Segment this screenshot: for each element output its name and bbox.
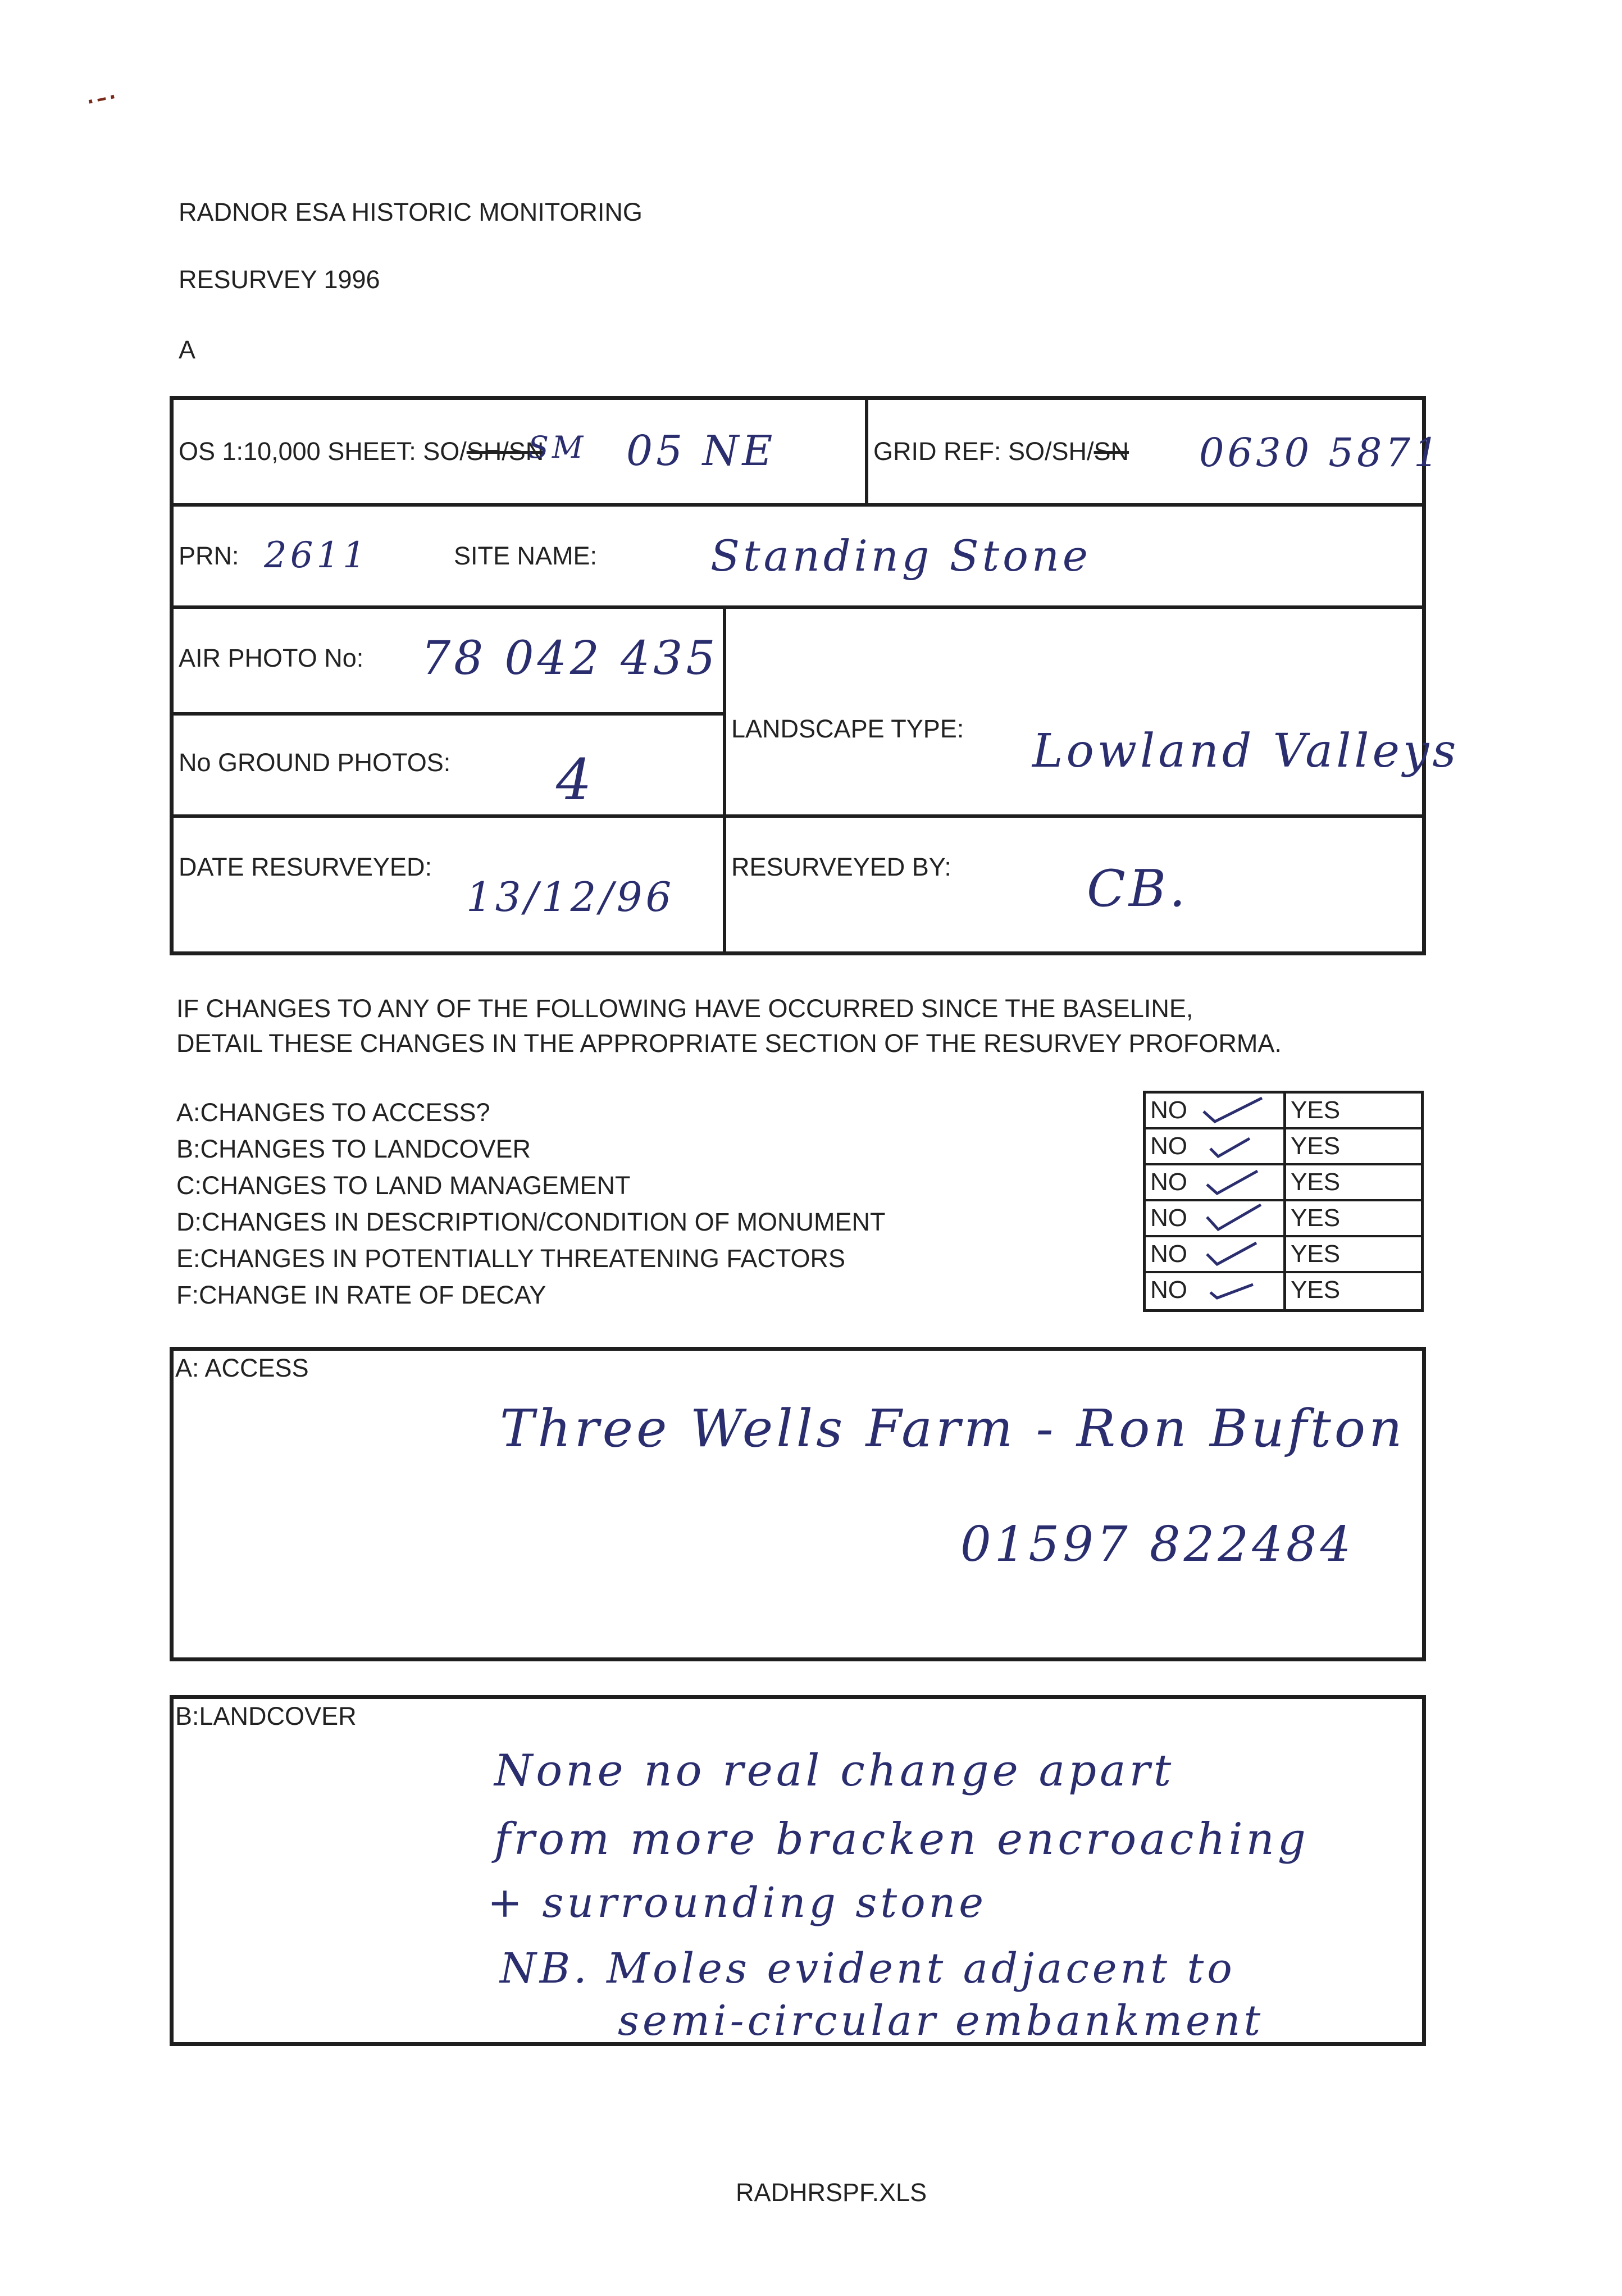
yes-cell[interactable]: YES	[1291, 1132, 1341, 1160]
yes-no-grid	[1143, 1091, 1424, 1312]
question-e: E:CHANGES IN POTENTIALLY THREATENING FACTORS	[176, 1244, 846, 1273]
checkmark-icon	[1199, 1168, 1266, 1197]
no-cell[interactable]: NO	[1146, 1129, 1286, 1163]
checkmark-icon	[1199, 1096, 1266, 1125]
checklist-row	[1146, 1129, 1421, 1165]
col-divider-lower	[723, 605, 726, 955]
yes-cell[interactable]: YES	[1291, 1168, 1341, 1196]
checkmark-icon	[1199, 1240, 1266, 1269]
access-line-1-handwritten: Three Wells Farm - Ron Bufton	[500, 1398, 1406, 1459]
sheet-label: OS 1:10,000 SHEET: SO/SH/SN	[179, 437, 544, 466]
yes-cell[interactable]: YES	[1291, 1204, 1341, 1232]
checkmark-icon	[1199, 1132, 1266, 1161]
landcover-line-3-handwritten: + surrounding stone	[487, 1879, 987, 1927]
site-name-value-handwritten: Standing Stone	[710, 531, 1091, 581]
no-cell[interactable]: NO	[1146, 1165, 1286, 1199]
row-divider-3	[170, 712, 726, 716]
landcover-line-1-handwritten: None no real change apart	[494, 1746, 1175, 1796]
grid-ref-label: GRID REF: SO/SH/SN	[873, 437, 1129, 466]
instructions-line-1: IF CHANGES TO ANY OF THE FOLLOWING HAVE OCCURRED SINCE THE BASELINE,	[176, 994, 1193, 1023]
grid-ref-value-handwritten: 0630 5871	[1199, 430, 1442, 476]
landscape-label: LANDSCAPE TYPE:	[731, 714, 964, 743]
ground-photos-label: No GROUND PHOTOS:	[179, 748, 451, 777]
air-photo-value-handwritten: 78 042 435	[421, 632, 719, 685]
form-subtitle: RESURVEY 1996	[179, 265, 380, 294]
checklist-row	[1146, 1273, 1421, 1309]
question-a: A:CHANGES TO ACCESS?	[176, 1098, 490, 1127]
resurveyed-by-value-handwritten: CB.	[1087, 859, 1189, 918]
yes-cell[interactable]: YES	[1291, 1240, 1341, 1268]
landscape-value-handwritten: Lowland Valleys	[1032, 725, 1460, 778]
access-line-2-handwritten: 01597 822484	[960, 1516, 1355, 1573]
site-name-label: SITE NAME:	[454, 541, 598, 570]
checklist-row	[1146, 1094, 1421, 1129]
checklist-row	[1146, 1201, 1421, 1237]
question-f: F:CHANGE IN RATE OF DECAY	[176, 1281, 546, 1309]
form-title: RADNOR ESA HISTORIC MONITORING	[179, 198, 643, 226]
row-divider-1	[170, 503, 1426, 507]
row-divider-4	[170, 814, 1426, 818]
checklist-row	[1146, 1237, 1421, 1273]
checkmark-icon	[1199, 1275, 1266, 1305]
access-box	[170, 1347, 1426, 1661]
question-c: C:CHANGES TO LAND MANAGEMENT	[176, 1171, 631, 1200]
checklist-row	[1146, 1165, 1421, 1201]
landcover-line-2-handwritten: from more bracken encroaching	[494, 1814, 1309, 1865]
row-divider-2	[170, 605, 1426, 609]
ground-photos-value-handwritten: 4	[556, 747, 595, 813]
date-value-handwritten: 13/12/96	[466, 873, 675, 921]
no-cell[interactable]: NO	[1146, 1237, 1286, 1271]
prn-value-handwritten: 2611	[264, 535, 369, 576]
air-photo-label: AIR PHOTO No:	[179, 644, 364, 672]
yes-cell[interactable]: YES	[1291, 1276, 1341, 1304]
instructions-line-2: DETAIL THESE CHANGES IN THE APPROPRIATE SECTION OF THE RESURVEY PROFORMA.	[176, 1029, 1282, 1058]
checkmark-icon	[1199, 1204, 1266, 1233]
question-b: B:CHANGES TO LANDCOVER	[176, 1135, 531, 1163]
no-cell[interactable]: NO	[1146, 1201, 1286, 1235]
date-label: DATE RESURVEYED:	[179, 853, 432, 881]
section-letter: A	[179, 335, 196, 364]
landcover-line-5-handwritten: semi-circular embankment	[618, 1997, 1264, 2045]
yes-cell[interactable]: YES	[1291, 1096, 1341, 1124]
no-cell[interactable]: NO	[1146, 1273, 1286, 1309]
question-d: D:CHANGES IN DESCRIPTION/CONDITION OF MONUMENT	[176, 1208, 886, 1236]
resurveyed-by-label: RESURVEYED BY:	[731, 853, 951, 881]
access-heading: A: ACCESS	[175, 1354, 309, 1382]
footer-filename: RADHRSPF.XLS	[736, 2178, 927, 2207]
prn-label: PRN:	[179, 541, 239, 570]
landcover-heading: B:LANDCOVER	[175, 1702, 357, 1730]
sheet-value-handwritten: 05 NE	[626, 427, 776, 475]
col-divider-top	[865, 396, 868, 505]
no-cell[interactable]: NO	[1146, 1094, 1286, 1127]
stray-ink-mark: ·-·	[80, 75, 122, 119]
sheet-prefix-handwritten: SM	[528, 430, 587, 465]
landcover-line-4-handwritten: NB. Moles evident adjacent to	[500, 1944, 1236, 1993]
